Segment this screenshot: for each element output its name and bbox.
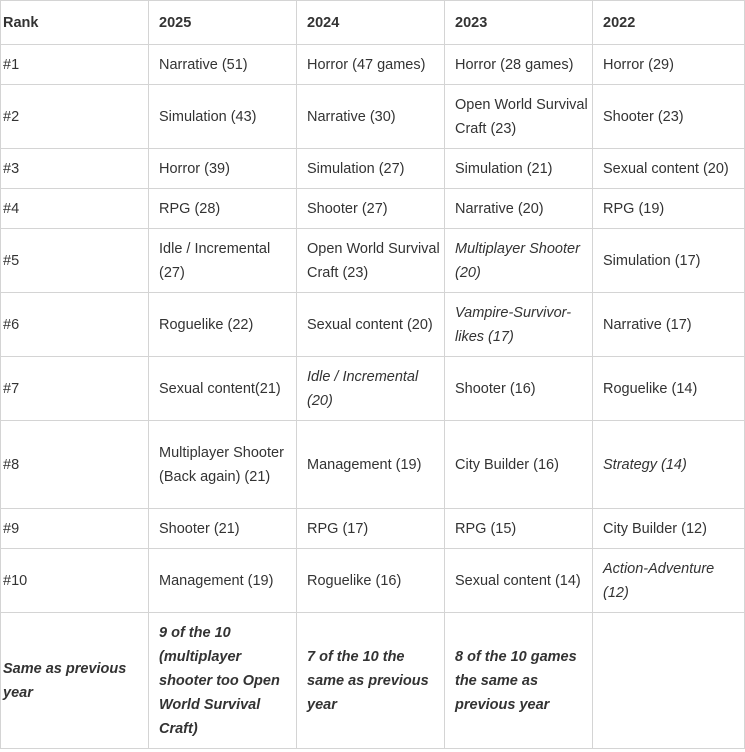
genre-cell: Sexual content (20) xyxy=(593,149,745,189)
summary-row xyxy=(1,613,745,749)
genre-cell: Horror (28 games) xyxy=(445,45,593,85)
rank-cell: #1 xyxy=(1,45,149,85)
genre-cell: Sexual content(21) xyxy=(149,357,297,421)
genre-cell: RPG (19) xyxy=(593,189,745,229)
table-row xyxy=(1,421,745,509)
table-row xyxy=(1,293,745,357)
genre-cell: City Builder (12) xyxy=(593,509,745,549)
genre-cell: City Builder (16) xyxy=(445,421,593,509)
summary-cell: 8 of the 10 games the same as previous year xyxy=(445,613,593,749)
summary-label: Same as previous year xyxy=(1,613,149,749)
genre-cell: Sexual content (20) xyxy=(297,293,445,357)
genre-cell: Management (19) xyxy=(149,549,297,613)
genre-cell: Idle / Incremental (27) xyxy=(149,229,297,293)
table-row xyxy=(1,509,745,549)
genre-cell: RPG (28) xyxy=(149,189,297,229)
genre-cell: Shooter (27) xyxy=(297,189,445,229)
genre-cell: Narrative (30) xyxy=(297,85,445,149)
table-row xyxy=(1,229,745,293)
genre-cell: Roguelike (14) xyxy=(593,357,745,421)
table-row xyxy=(1,549,745,613)
rank-cell: #9 xyxy=(1,509,149,549)
rank-cell: #7 xyxy=(1,357,149,421)
header-2022: 2022 xyxy=(593,1,745,45)
genre-cell: Multiplayer Shooter (Back again) (21) xyxy=(149,421,297,509)
genre-cell: Open World Survival Craft (23) xyxy=(297,229,445,293)
genre-cell: Action-Adventure (12) xyxy=(593,549,745,613)
genre-cell: Vampire-Survivor-likes (17) xyxy=(445,293,593,357)
table-row xyxy=(1,357,745,421)
rank-cell: #8 xyxy=(1,421,149,509)
genre-cell: Narrative (51) xyxy=(149,45,297,85)
genre-cell: Simulation (27) xyxy=(297,149,445,189)
genre-cell: Horror (47 games) xyxy=(297,45,445,85)
genre-cell: Horror (39) xyxy=(149,149,297,189)
rank-cell: #5 xyxy=(1,229,149,293)
genre-cell: Open World Survival Craft (23) xyxy=(445,85,593,149)
genre-cell: Idle / Incremental (20) xyxy=(297,357,445,421)
summary-cell xyxy=(593,613,745,749)
genre-cell: Shooter (21) xyxy=(149,509,297,549)
table-row xyxy=(1,189,745,229)
genre-cell: Roguelike (22) xyxy=(149,293,297,357)
genre-cell: Management (19) xyxy=(297,421,445,509)
table-header-row xyxy=(1,1,745,45)
genre-cell: Strategy (14) xyxy=(593,421,745,509)
genre-cell: Shooter (23) xyxy=(593,85,745,149)
genre-cell: Simulation (17) xyxy=(593,229,745,293)
summary-cell: 7 of the 10 the same as previous year xyxy=(297,613,445,749)
genre-cell: Simulation (21) xyxy=(445,149,593,189)
genre-cell: Simulation (43) xyxy=(149,85,297,149)
header-2023: 2023 xyxy=(445,1,593,45)
genre-cell: Multiplayer Shooter (20) xyxy=(445,229,593,293)
genre-cell: Sexual content (14) xyxy=(445,549,593,613)
table-row xyxy=(1,45,745,85)
header-rank: Rank xyxy=(1,1,149,45)
rank-cell: #6 xyxy=(1,293,149,357)
genre-cell: Shooter (16) xyxy=(445,357,593,421)
table-row xyxy=(1,85,745,149)
genre-cell: RPG (17) xyxy=(297,509,445,549)
genre-cell: Narrative (20) xyxy=(445,189,593,229)
genre-cell: Horror (29) xyxy=(593,45,745,85)
rank-cell: #3 xyxy=(1,149,149,189)
genre-cell: Roguelike (16) xyxy=(297,549,445,613)
table-row xyxy=(1,149,745,189)
genre-cell: Narrative (17) xyxy=(593,293,745,357)
header-2024: 2024 xyxy=(297,1,445,45)
summary-cell: 9 of the 10 (multiplayer shooter too Open World Survival Craft) xyxy=(149,613,297,749)
rank-cell: #10 xyxy=(1,549,149,613)
rank-cell: #2 xyxy=(1,85,149,149)
rank-cell: #4 xyxy=(1,189,149,229)
header-2025: 2025 xyxy=(149,1,297,45)
genre-cell: RPG (15) xyxy=(445,509,593,549)
